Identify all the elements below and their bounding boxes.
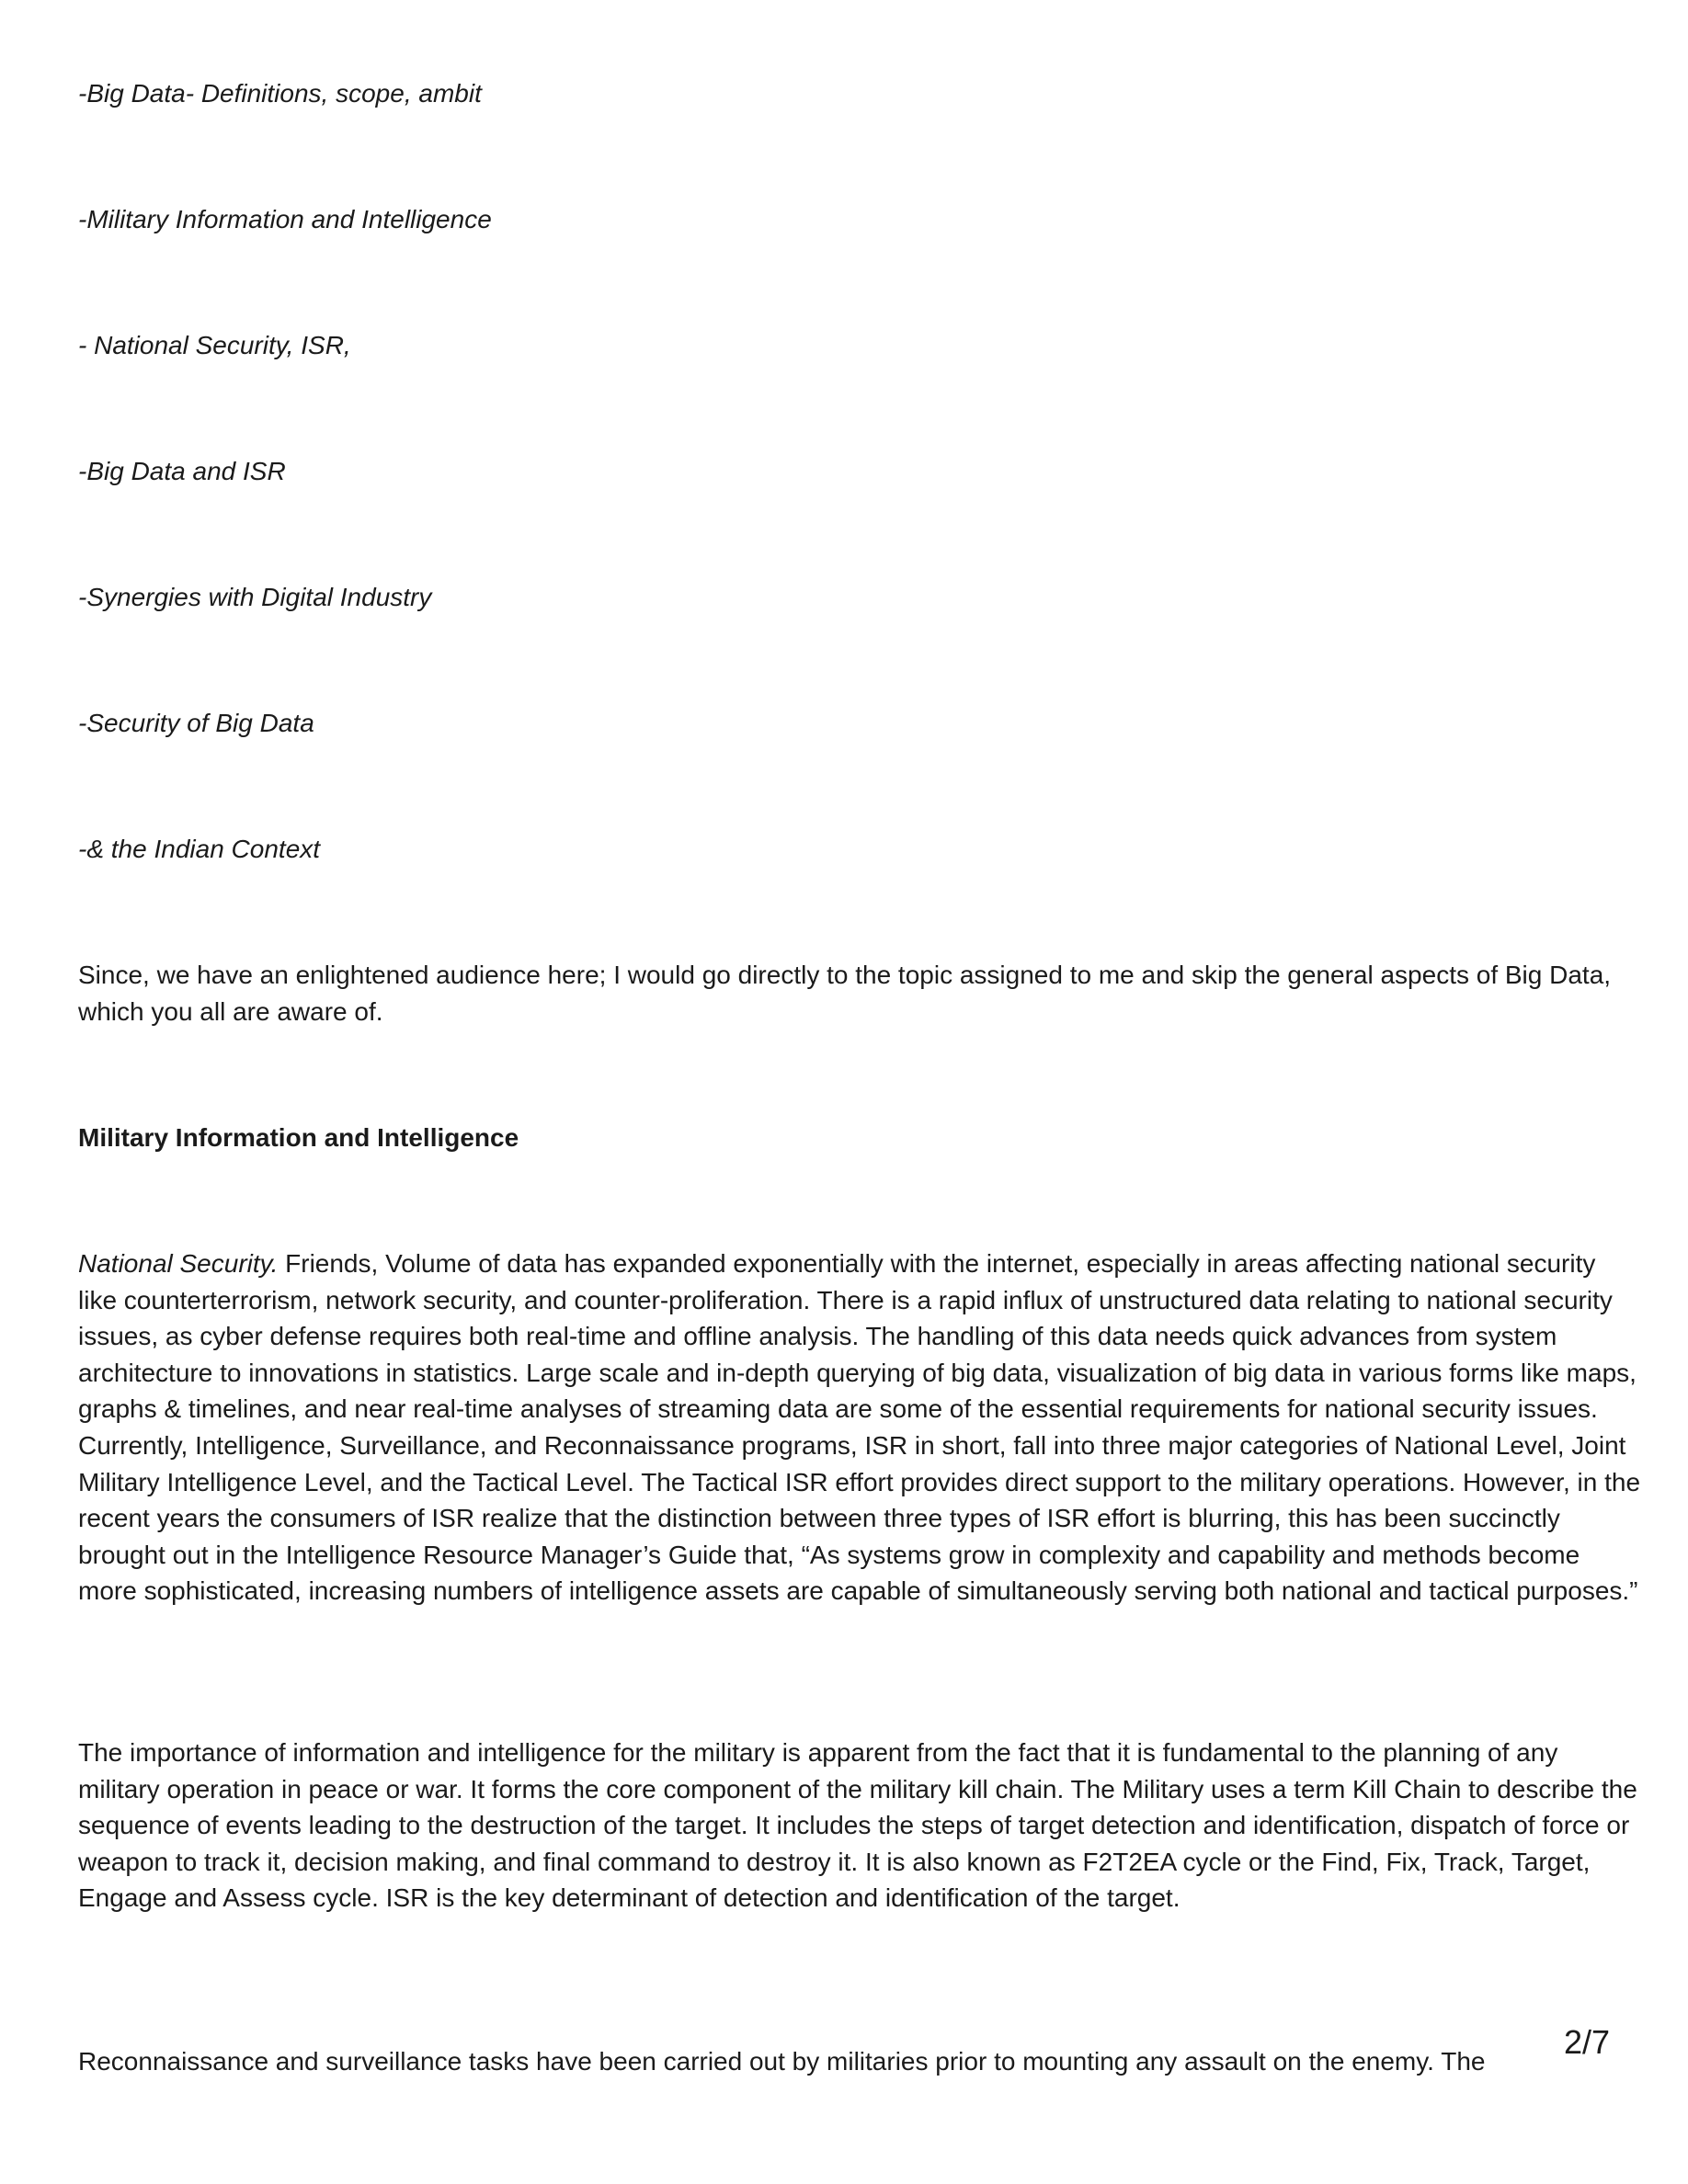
intro-paragraph: Since, we have an enlightened audience here; I would go directly to the topic assigned to me and skip the general aspects of Big Data, which you all are aware of. [78,961,1612,1026]
paragraph-body: Friends, Volume of data has expanded exponentially with the internet, especially in areas affecting national security like counterterrorism, network security, and counter-proliferation. There is a rapid influx of unstructured data relating to national security issues, as cyber defense requires both real-time and offline analysis. The handling of this data needs quick advances from system architecture to innovations in statistics. Large scale and in-depth querying of big data, visualization of big data in various forms like maps, graphs & timelines, and near real-time analyses of streaming data are some of the essential requirements for national security issues. Currently, Intelligence, Surveillance, and Reconnaissance programs, ISR in short, fall into three major categories of National Level, Joint Military Intelligence Level, and the Tactical Level. The Tactical ISR effort provides direct support to the military operations. However, in the recent years the consumers of ISR realize that the distinction between three types of ISR effort is blurring, this has been succinctly brought out in the Intelligence Resource Manager’s Guide that, “As systems grow in complexity and capability and methods become more sophisticated, increasing numbers of intelligence assets are capable of simultaneously serving both national and tactical purposes.” [78,1249,1641,1606]
outline-item: -Synergies with Digital Industry [78,583,432,611]
outline-item: - National Security, ISR, [78,331,351,359]
outline-item: -& the Indian Context [78,835,321,863]
paragraph-reconnaissance: Reconnaissance and surveillance tasks have been carried out by militaries prior to mounting any assault on the enemy. The [78,2047,1486,2076]
paragraph-national-security [78,1246,1641,1610]
paragraph-lead-in: National Security. [78,1249,279,1278]
outline-item: -Military Information and Intelligence [78,205,492,233]
paragraph-kill-chain: The importance of information and intelligence for the military is apparent from the fact that it is fundamental to the planning of any military operation in peace or war. It forms the core component of the military kill chain. The Military uses a term Kill Chain to describe the sequence of events leading to the destruction of the target. It includes the steps of target detection and identification, dispatch of force or weapon to track it, decision making, and final command to destroy it. It is also known as F2T2EA cycle or the Find, Fix, Track, Target, Engage and Assess cycle. ISR is the key determinant of detection and identification of the target. [78,1738,1637,1913]
page-number: 2/7 [1563,2023,1610,2061]
outline-item: -Big Data- Definitions, scope, ambit [78,79,482,108]
outline-item: -Security of Big Data [78,709,314,737]
outline-item: -Big Data and ISR [78,457,286,485]
section-heading: Military Information and Intelligence [78,1123,519,1152]
